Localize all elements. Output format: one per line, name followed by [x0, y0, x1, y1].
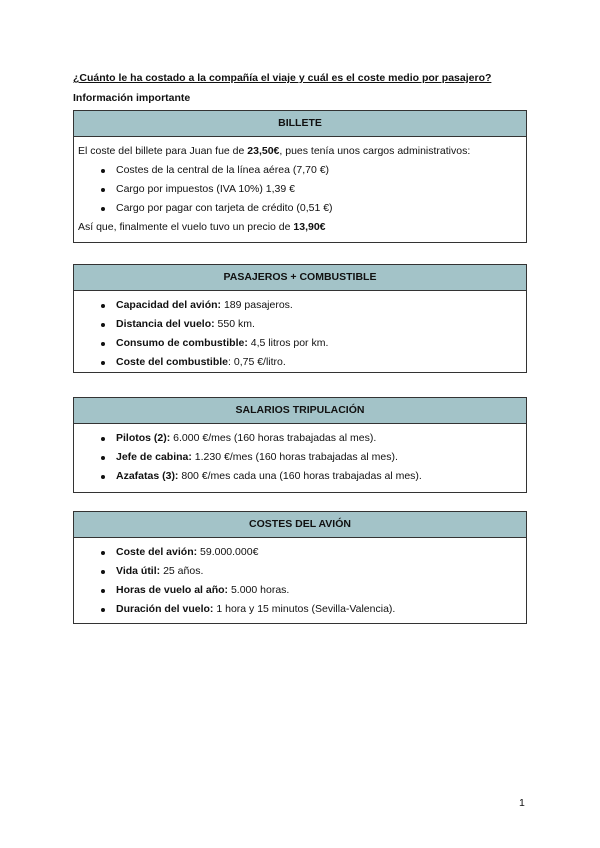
item-label: Consumo de combustible:: [116, 337, 248, 349]
list-item: [78, 562, 522, 581]
list-item: Cargo por pagar con tarjeta de crédito (0,51 €): [78, 199, 522, 218]
page-number: 1: [519, 797, 525, 809]
billete-box: [73, 110, 527, 243]
price-bold: 13,90€: [293, 221, 326, 233]
item-value: 550 km.: [214, 318, 255, 330]
box-header: COSTES DEL AVIÓN: [74, 512, 526, 538]
list-item: [78, 315, 522, 334]
list-item: [78, 600, 522, 619]
box-header: BILLETE: [74, 111, 526, 137]
list-item: [78, 581, 522, 600]
list-item: [78, 543, 522, 562]
item-value: 4,5 litros por km.: [247, 337, 329, 349]
item-value: 59.000.000€: [197, 546, 259, 558]
text: El coste del billete para Juan fue de: [78, 145, 248, 157]
item-value: 1 hora y 15 minutos (Sevilla-Valencia).: [213, 603, 396, 615]
question-heading: ¿Cuánto le ha costado a la compañía el viaje y cuál es el coste medio por pasajero?: [73, 72, 492, 84]
subtitle: Información importante: [73, 92, 191, 104]
price-bold: 23,50€: [247, 145, 280, 157]
box-header: PASAJEROS + COMBUSTIBLE: [74, 265, 526, 291]
list-item: [78, 467, 522, 486]
list-item: Costes de la central de la línea aérea (7,70 €): [78, 161, 522, 180]
item-value: 5.000 horas.: [228, 584, 290, 596]
list-item: [78, 429, 522, 448]
item-value: 189 pasajeros.: [221, 299, 293, 311]
text: , pues tenía unos cargos administrativos:: [279, 145, 471, 157]
item-value: 800 €/mes cada una (160 horas trabajadas al mes).: [178, 470, 422, 482]
intro-text: [78, 142, 522, 161]
item-label: Azafatas (3):: [116, 470, 179, 482]
salarios-box: [73, 397, 527, 493]
item-label: Horas de vuelo al año:: [116, 584, 229, 596]
item-label: Coste del combustible: [116, 356, 229, 368]
list-item: [78, 353, 522, 372]
item-value: 25 años.: [160, 565, 204, 577]
item-label: Capacidad del avión:: [116, 299, 222, 311]
list-item: [78, 448, 522, 467]
list-item: [78, 334, 522, 353]
text: Así que, finalmente el vuelo tuvo un precio de: [78, 221, 294, 233]
costes-box: [73, 511, 527, 624]
outro-text: [78, 218, 522, 237]
item-value: : 0,75 €/litro.: [228, 356, 286, 368]
item-label: Duración del vuelo:: [116, 603, 214, 615]
item-label: Vida útil:: [116, 565, 161, 577]
item-label: Distancia del vuelo:: [116, 318, 215, 330]
item-label: Pilotos (2):: [116, 432, 171, 444]
item-label: Jefe de cabina:: [116, 451, 192, 463]
pasajeros-box: [73, 264, 527, 373]
item-value: 1.230 €/mes (160 horas trabajadas al mes).: [191, 451, 398, 463]
item-label: Coste del avión:: [116, 546, 198, 558]
box-header: SALARIOS TRIPULACIÓN: [74, 398, 526, 424]
item-value: 6.000 €/mes (160 horas trabajadas al mes).: [170, 432, 377, 444]
list-item: [78, 296, 522, 315]
list-item: Cargo por impuestos (IVA 10%) 1,39 €: [78, 180, 522, 199]
